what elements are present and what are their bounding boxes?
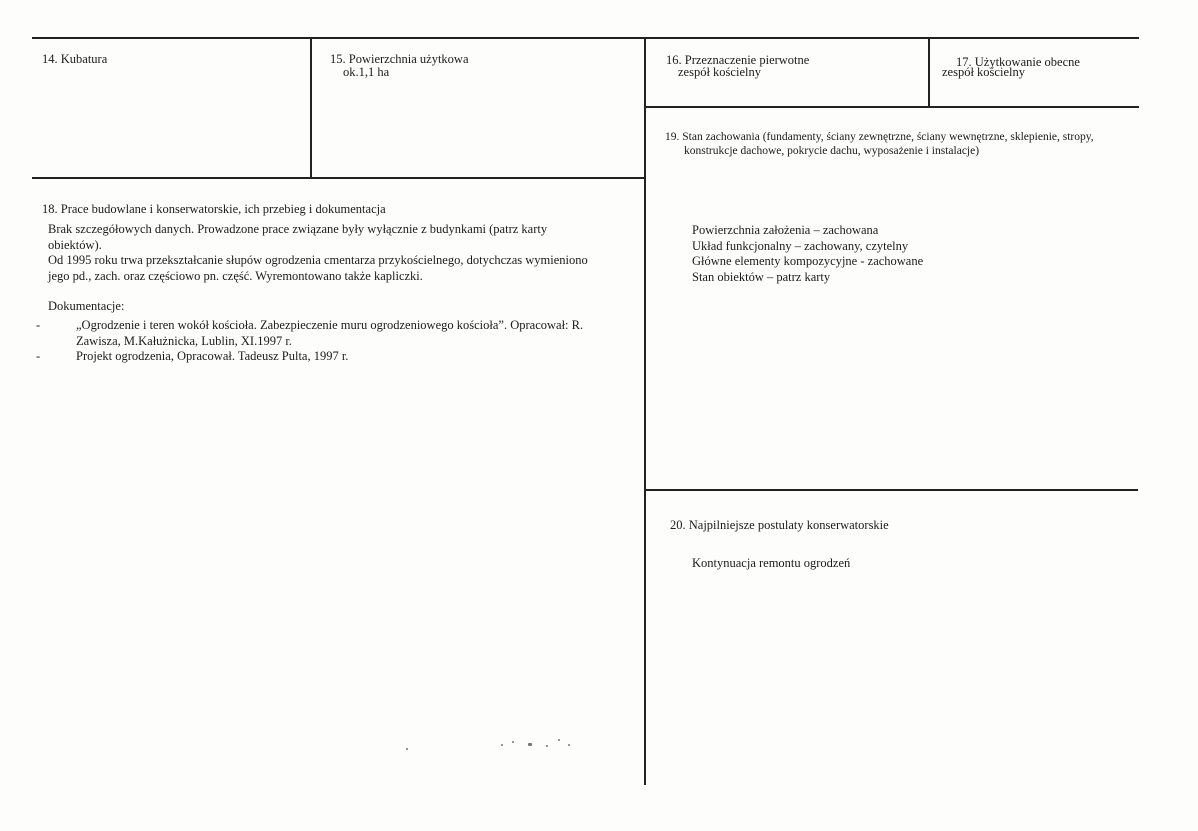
vertical-rule-14-15: [310, 37, 312, 179]
field-18-paragraph: Od 1995 roku trwa przekształcanie słupów ogrodzenia cmentarza przykościelnego, dotychczas wymieniono jego pd., zach. oraz częściowo pn. część. Wyremontowano także kapliczki.: [48, 253, 588, 283]
scan-speck: [558, 739, 560, 741]
field-19-line: Główne elementy kompozycyjne - zachowane: [692, 254, 924, 268]
field-14-label: 14. Kubatura: [42, 52, 108, 66]
top-rule: [32, 37, 1139, 39]
field-17-label: 17. Użytkowanie obecne: [956, 55, 1080, 69]
rule-under-16-17: [644, 106, 1139, 108]
scan-speck: [528, 743, 532, 746]
field-18-body: [48, 222, 596, 315]
rule-under-14-15: [32, 177, 646, 179]
field-18-documentation-heading: Dokumentacje:: [48, 299, 125, 313]
field-19-line: Układ funkcjonalny – zachowany, czytelny: [692, 238, 909, 253]
documentation-item-text: „Ogrodzenie i teren wokół kościoła. Zabezpieczenie muru ogrodzeniowego kościoła”. Opracował: R. Zawisza, M.Kałużnicka, Lublin, XI.1997 r.: [76, 318, 584, 348]
rule-under-19: [644, 489, 1138, 491]
field-19-label-line1: 19. Stan zachowania (fundamenty, ściany zewnętrzne, ściany wewnętrzne, sklepienie, stropy,: [665, 131, 1094, 143]
scan-speck: [512, 741, 514, 743]
field-19-line: Stan obiektów – patrz karty: [692, 269, 831, 284]
field-16-label: 16. Przeznaczenie pierwotne: [666, 53, 810, 67]
field-20-label: 20. Najpilniejsze postulaty konserwatorskie: [670, 518, 889, 532]
bullet-dash: -: [36, 349, 41, 363]
scan-speck: [406, 748, 408, 750]
field-19-line: Powierzchnia założenia – zachowana: [692, 223, 879, 237]
vertical-rule-main: [644, 37, 646, 785]
documentation-item-text: Projekt ogrodzenia, Opracował. Tadeusz Pulta, 1997 r.: [76, 349, 349, 363]
documentation-item: [36, 318, 596, 349]
field-16-value: zespół kościelny: [678, 65, 761, 79]
field-18-paragraph: Brak szczegółowych danych. Prowadzone prace związane były wyłącznie z budynkami (patrz karty obiektów).: [48, 222, 548, 252]
field-15-label: 15. Powierzchnia użytkowa: [330, 52, 469, 66]
field-18-documentation-list: [36, 318, 596, 365]
field-17-value: zespół kościelny: [942, 65, 1025, 79]
field-19-label-line2: konstrukcje dachowe, pokrycie dachu, wyposażenie i instalacje): [684, 145, 980, 157]
scan-speck: [501, 744, 503, 746]
field-20-value: Kontynuacja remontu ogrodzeń: [692, 556, 851, 570]
scan-speck: [568, 744, 570, 746]
scan-speck: [546, 745, 548, 747]
bullet-dash: -: [36, 318, 41, 332]
field-19-value: [692, 223, 1112, 285]
vertical-rule-16-17: [928, 37, 930, 108]
field-15-value: ok.1,1 ha: [343, 65, 390, 79]
field-18-label: 18. Prace budowlane i konserwatorskie, ich przebieg i dokumentacja: [42, 202, 386, 216]
documentation-item: [36, 349, 596, 365]
